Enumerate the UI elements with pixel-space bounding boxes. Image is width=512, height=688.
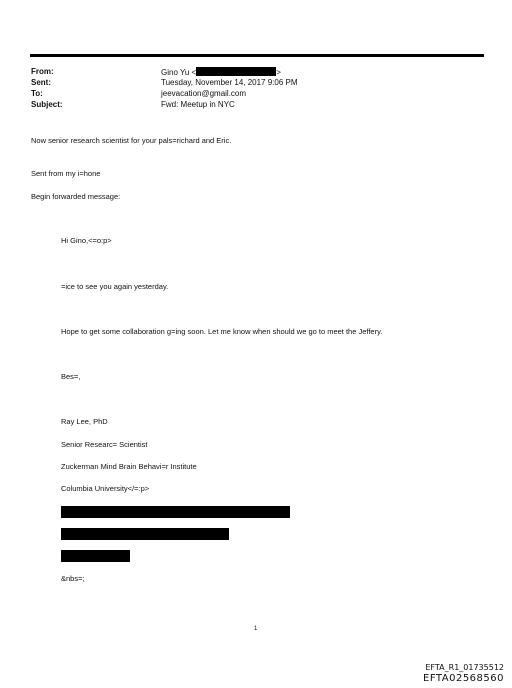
nbsp-line: &nbs=; <box>61 574 85 583</box>
body-line-2: Sent from my i=hone <box>31 169 101 178</box>
subject-value: Fwd: Meetup in NYC <box>161 100 235 109</box>
to-label: To: <box>31 89 43 98</box>
footer-id-1: EFTA_R1_01735512 <box>425 663 504 672</box>
redaction-bar <box>61 550 130 562</box>
signature-name: Ray Lee, PhD <box>61 417 108 426</box>
signature-institute: Zuckerman Mind Brain Behavi=r Institute <box>61 462 197 471</box>
subject-label: Subject: <box>31 100 63 109</box>
redaction-bar <box>196 67 276 76</box>
from-suffix: > <box>276 68 281 77</box>
sent-value: Tuesday, November 14, 2017 9:06 PM <box>161 78 298 87</box>
page-number: 1 <box>254 626 258 632</box>
header-divider <box>30 54 484 57</box>
sent-label: Sent: <box>31 78 51 87</box>
signature-title: Senior Researc= Scientist <box>61 440 148 449</box>
redaction-bar <box>61 528 229 540</box>
body-line-1: Now senior research scientist for your pals=richard and Eric. <box>31 136 232 145</box>
greeting: Hi Gino,<=o:p> <box>61 236 112 245</box>
redaction-bar <box>61 506 290 518</box>
to-value: jeevacation@gmail.com <box>161 89 247 98</box>
paragraph-2: Hope to get some collaboration g=ing soon. Let me know when should we go to meet the Jeffery. <box>61 327 383 336</box>
signature-university: Columbia University</=:p> <box>61 484 150 493</box>
footer-id-2: EFTA02568560 <box>423 673 504 684</box>
from-name: Gino Yu < <box>161 68 197 77</box>
body-line-3: Begin forwarded message: <box>31 192 121 201</box>
from-value <box>161 67 281 78</box>
closing: Bes=, <box>61 372 81 381</box>
from-label: From: <box>31 67 54 76</box>
paragraph-1: =ice to see you again yesterday. <box>61 282 169 291</box>
